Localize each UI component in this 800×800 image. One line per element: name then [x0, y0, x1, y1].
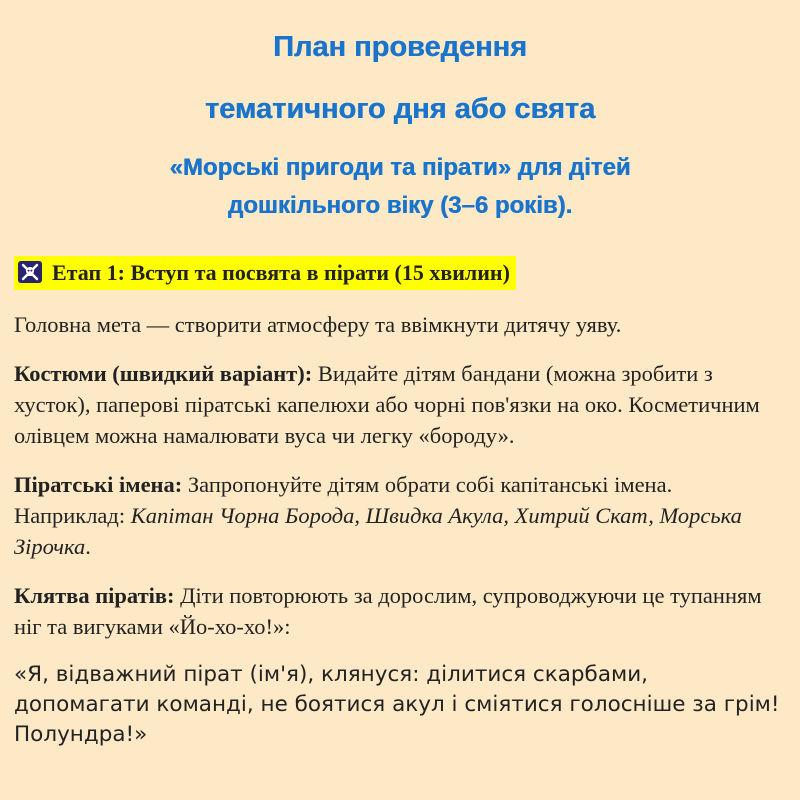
oath-paragraph [14, 580, 786, 642]
costumes-text: Видайте дітям бандани (можна зробити з хусток), паперові піратські капелюхи або чорні пов'язки на око. Косметичним олівцем можна намалювати вуса чи легку «бороду». [14, 361, 760, 448]
costumes-label: Костюми (швидкий варіант): [14, 361, 313, 386]
title-line-1: План проведення [273, 31, 527, 63]
names-text: Запропонуйте дітям обрати собі капітанські імена. Наприклад: [14, 472, 673, 528]
subtitle-line-2: дошкільного віку (3–6 років). [227, 192, 573, 219]
skull-crossbones-icon [18, 261, 42, 283]
title-line-2: тематичного дня або свята [204, 93, 596, 125]
oath-label: Клятва піратів: [14, 583, 175, 608]
subtitle-line-1: «Морські пригоди та пірати» для дітей [169, 154, 631, 181]
stage-1-heading [14, 256, 516, 290]
names-examples: Капітан Чорна Борода, Швидка Акула, Хитрий Скат, Морська Зірочка [14, 503, 742, 559]
oath-quote: «Я, відважний пірат (ім'я), клянуся: ділитися скарбами, допомагати команді, не боятися акул і сміятися голосніше за грім! Полундра!» [14, 662, 780, 747]
names-label: Піратські імена: [14, 472, 183, 497]
stage-1-label: Етап 1: Вступ та посвята в пірати (15 хвилин) [52, 260, 510, 285]
oath-text: Діти повторюють за дорослим, супроводжуючи це тупанням ніг та вигуками «Йо-хо-хо!»: [14, 583, 762, 639]
goal-paragraph: Головна мета — створити атмосферу та ввімкнути дитячу уяву. [14, 312, 622, 337]
names-end: . [85, 534, 91, 559]
names-paragraph [14, 469, 786, 562]
costumes-paragraph [14, 358, 786, 451]
